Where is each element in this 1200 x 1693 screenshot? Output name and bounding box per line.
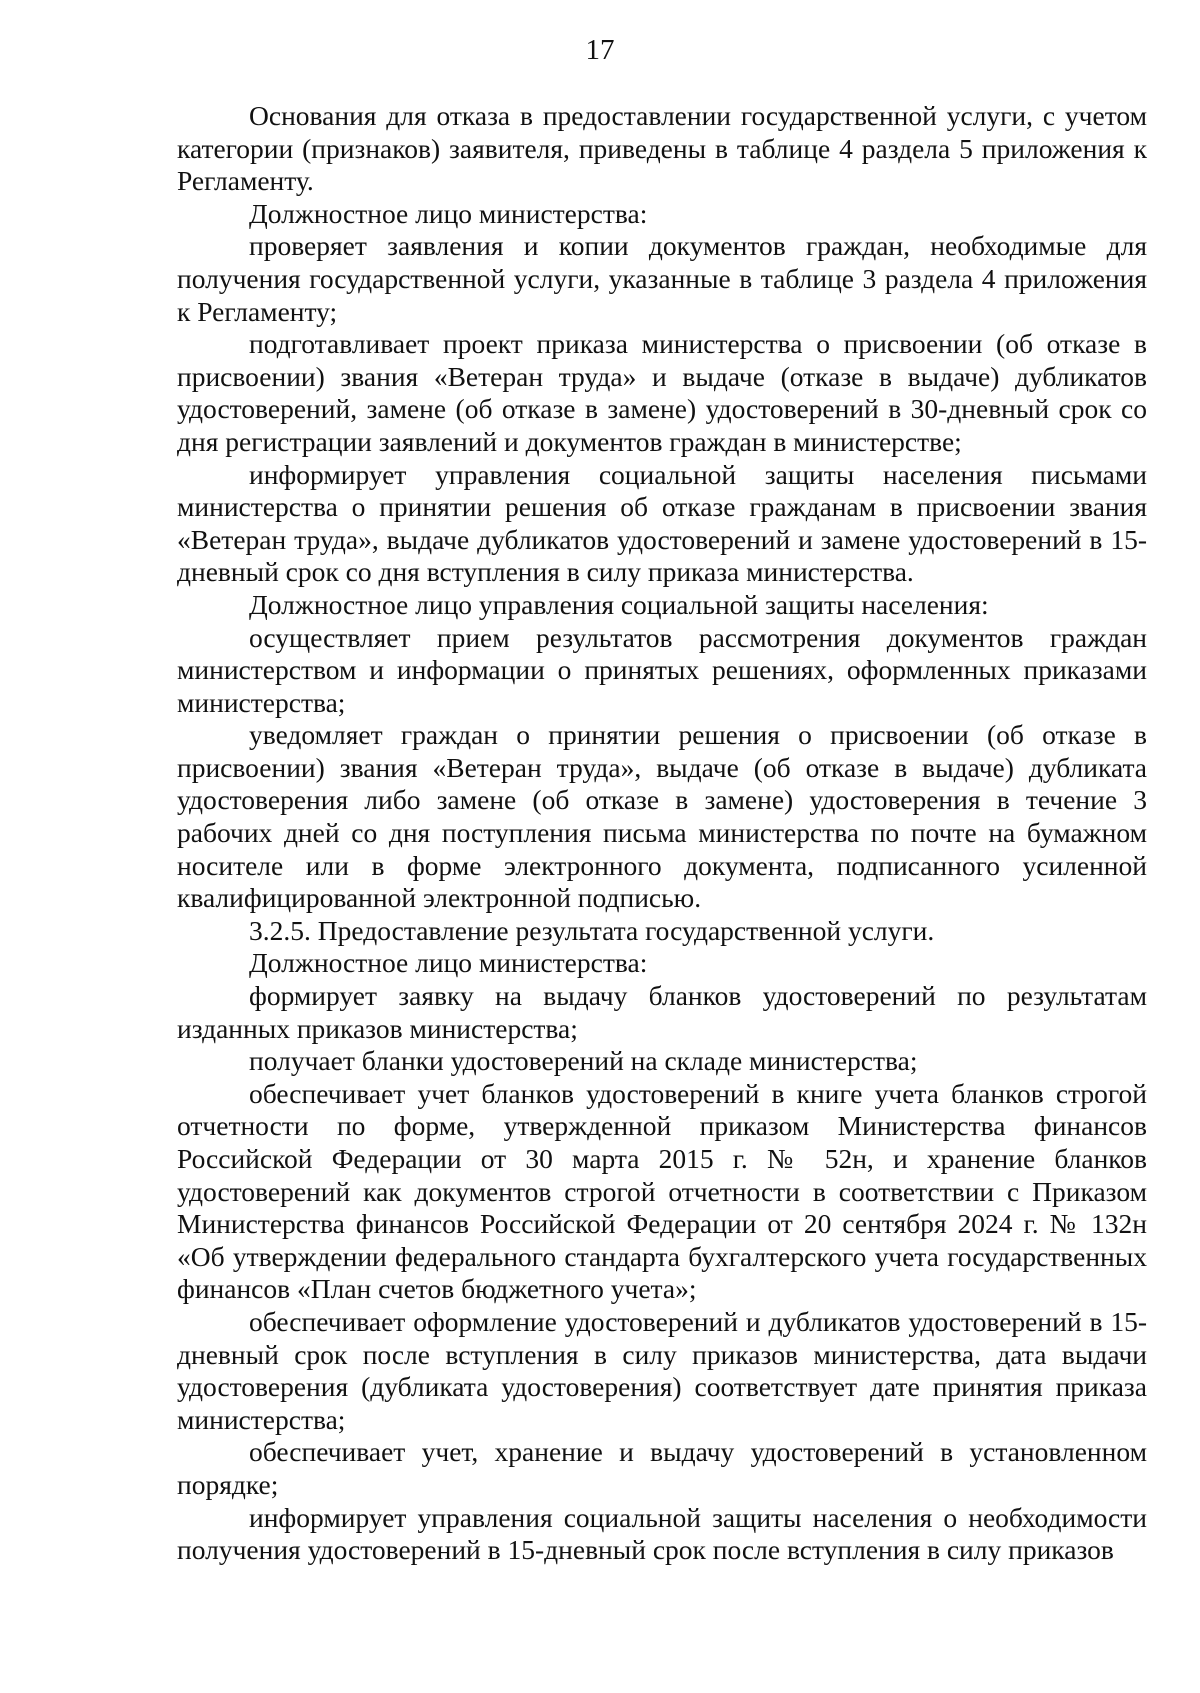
paragraph-informs-receipt: информирует управления социальной защиты населения о необходимости получения удостоверений в 15-дневный срок после вступления в силу приказов <box>177 1501 1147 1566</box>
paragraph-accepts-results: осуществляет прием результатов рассмотрения документов граждан министерством и информации о принятых решениях, оформленных приказами министерства; <box>177 621 1147 718</box>
paragraph-checks-applications: проверяет заявления и копии документов граждан, необходимые для получения государственной услуги, указанные в таблице 3 раздела 4 приложения к Регламенту; <box>177 230 1147 327</box>
paragraph-forms-blank-request: формирует заявку на выдачу бланков удостоверений по результатам изданных приказов министерства; <box>177 980 1147 1044</box>
page-number: 17 <box>585 34 615 66</box>
paragraph-refusal-grounds: Основания для отказа в предоставлении государственной услуги, с учетом категории (признаков) заявителя, приведены в таблице 4 раздела 5 приложения к Регламенту. <box>177 100 1147 197</box>
paragraph-informs-departments: информирует управления социальной защиты населения письмами министерства о принятии решения об отказе гражданам в присвоении звания «Ветеран труда», выдаче дубликатов удостоверений и замене удостоверений в 15-дневный срок со дня вступления в силу приказа министерства. <box>177 458 1147 588</box>
paragraph-prepares-order-draft: подготавливает проект приказа министерства о присвоении (об отказе в присвоении) звания «Ветеран труда» и выдаче (отказе в выдаче) дубликатов удостоверений, замене (об отказе в замене) удостоверений в 30-дневный срок со дня регистрации заявлений и документов граждан в министерстве; <box>177 328 1147 457</box>
paragraph-certificate-issuance: обеспечивает оформление удостоверений и дубликатов удостоверений в 15-дневный срок после вступления в силу приказов министерства, дата выдачи удостоверения (дубликата удостоверения) соответствует дате принятия приказа министерства; <box>177 1305 1147 1435</box>
paragraph-receives-blanks: получает бланки удостоверений на складе министерства; <box>249 1045 918 1077</box>
paragraph-blank-accounting: обеспечивает учет бланков удостоверений в книге учета бланков строгой отчетности по форме, утвержденной приказом Министерства финансов Российской Федерации от 30 марта 2015 г. № 52н, и хранение бланков удостоверений как документов строгой отчетности в соответствии с Приказом Министерства финансов Российской Федерации от 20 сентября 2024 г. № 132н «Об утверждении федерального стандарта бухгалтерского учета государственных финансов «План счетов бюджетного учета»; <box>177 1077 1147 1305</box>
paragraph-ministry-official-heading: Должностное лицо министерства: <box>249 197 648 229</box>
paragraph-section-3-2-5: 3.2.5. Предоставление результата государственной услуги. <box>249 914 935 946</box>
paragraph-notifies-citizens: уведомляет граждан о принятии решения о присвоении (об отказе в присвоении) звания «Ветеран труда», выдаче (об отказе в выдаче) дубликата удостоверения либо замене (об отказе в замене) удостоверения в течение 3 рабочих дней со дня поступления письма министерства по почте на бумажном носителе или в форме электронного документа, подписанного усиленной квалифицированной электронной подписью. <box>177 719 1147 914</box>
paragraph-ministry-official-heading-2: Должностное лицо министерства: <box>249 947 648 979</box>
paragraph-storage-issuance: обеспечивает учет, хранение и выдачу удостоверений в установленном порядке; <box>177 1436 1147 1500</box>
document-body <box>177 100 1147 1567</box>
paragraph-department-official-heading: Должностное лицо управления социальной защиты населения: <box>249 588 989 620</box>
